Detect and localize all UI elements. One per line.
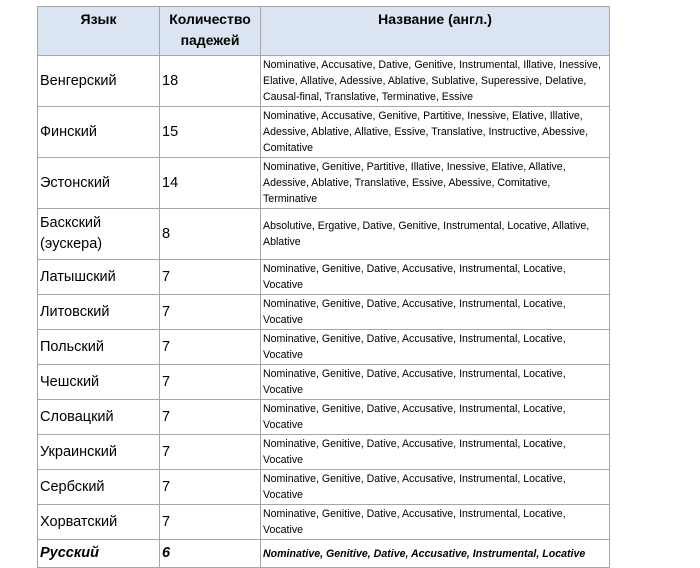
names-cell: Nominative, Genitive, Dative, Accusative, Instrumental, Locative, Vocative [261,435,610,470]
table-row [38,330,610,365]
names-cell: Nominative, Accusative, Genitive, Partitive, Inessive, Elative, Illative, Adessive, Ablative, Allative, Essive, Translative, Instructive, Abessive, Comitative [261,107,610,158]
table-row [38,209,610,260]
count-cell: 7 [160,365,261,400]
count-cell: 7 [160,330,261,365]
names-cell: Nominative, Genitive, Dative, Accusative, Instrumental, Locative, Vocative [261,330,610,365]
count-cell: 14 [160,158,261,209]
table-row [38,505,610,540]
language-cell: Сербский [38,470,160,505]
names-cell: Nominative, Genitive, Dative, Accusative, Instrumental, Locative, Vocative [261,400,610,435]
language-cell: Венгерский [38,56,160,107]
language-cell: Хорватский [38,505,160,540]
names-cell: Nominative, Genitive, Partitive, Illative, Inessive, Elative, Allative, Adessive, Ablative, Translative, Essive, Abessive, Comitative, Terminative [261,158,610,209]
language-cell: Польский [38,330,160,365]
names-cell: Nominative, Genitive, Dative, Accusative, Instrumental, Locative, Vocative [261,365,610,400]
count-cell: 7 [160,260,261,295]
count-cell: 7 [160,470,261,505]
names-cell: Nominative, Genitive, Dative, Accusative, Instrumental, Locative, Vocative [261,295,610,330]
table-row [38,470,610,505]
table-row [38,107,610,158]
table-row [38,400,610,435]
header-names: Название (англ.) [261,7,610,56]
header-language: Язык [38,7,160,56]
count-cell: 6 [160,540,261,568]
table-row [38,435,610,470]
count-cell: 7 [160,505,261,540]
count-cell: 18 [160,56,261,107]
names-cell: Nominative, Genitive, Dative, Accusative, Instrumental, Locative, Vocative [261,260,610,295]
count-cell: 15 [160,107,261,158]
table-row [38,365,610,400]
grammatical-cases-table [37,6,610,568]
table-header-row [38,7,610,56]
count-cell: 7 [160,400,261,435]
language-cell: Баскский (эускера) [38,209,160,260]
header-count: Количество падежей [160,7,261,56]
language-cell: Чешский [38,365,160,400]
names-cell: Nominative, Genitive, Dative, Accusative, Instrumental, Locative, Vocative [261,470,610,505]
names-cell: Nominative, Genitive, Dative, Accusative, Instrumental, Locative [261,540,610,568]
table-row [38,56,610,107]
count-cell: 7 [160,435,261,470]
table-row-highlighted [38,540,610,568]
count-cell: 8 [160,209,261,260]
table-row [38,295,610,330]
count-cell: 7 [160,295,261,330]
table-row [38,260,610,295]
language-cell: Литовский [38,295,160,330]
language-cell: Латышский [38,260,160,295]
names-cell: Absolutive, Ergative, Dative, Genitive, Instrumental, Locative, Allative, Ablative [261,209,610,260]
names-cell: Nominative, Genitive, Dative, Accusative, Instrumental, Locative, Vocative [261,505,610,540]
names-cell: Nominative, Accusative, Dative, Genitive, Instrumental, Illative, Inessive, Elative, Allative, Adessive, Ablative, Sublative, Superessive, Delative, Causal-final, Translative, Terminative, Essive [261,56,610,107]
language-cell: Украинский [38,435,160,470]
language-cell: Русский [38,540,160,568]
language-cell: Финский [38,107,160,158]
language-cell: Словацкий [38,400,160,435]
language-cell: Эстонский [38,158,160,209]
table-row [38,158,610,209]
